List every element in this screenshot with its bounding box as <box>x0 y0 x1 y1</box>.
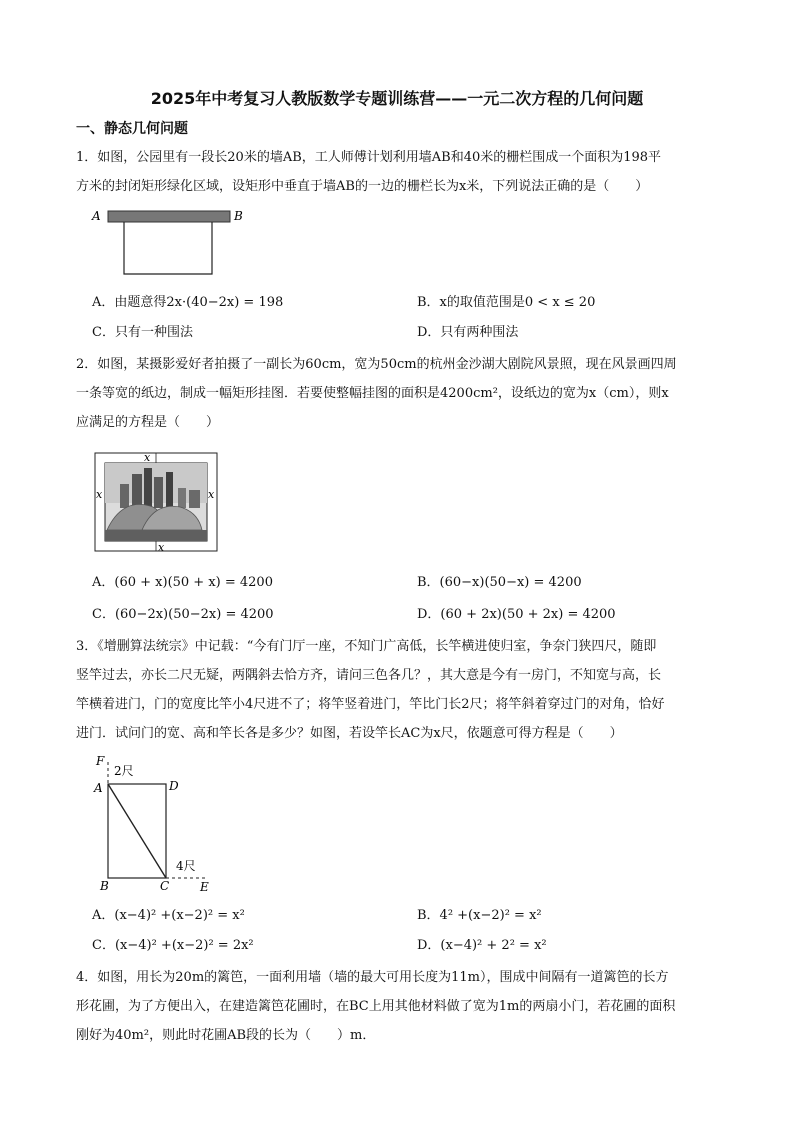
question-3-line: 进门．试问门的宽、高和竿长各是多少？如图，若设竿长AC为x尺，依题意可得方程是（ ） <box>76 726 623 741</box>
x-label-right: x <box>208 488 215 501</box>
option-d: D．只有两种围法 <box>417 325 519 340</box>
tower <box>132 474 142 508</box>
diagonal-ac <box>108 784 166 878</box>
question-3-text <box>76 632 736 748</box>
label-b: B <box>234 209 243 223</box>
label-c: C <box>160 879 170 893</box>
label-2-chi: 2尺 <box>114 764 134 778</box>
tower <box>154 477 163 508</box>
option-d: D．(60 + 2x)(50 + 2x) = 4200 <box>417 607 616 622</box>
question-2-line: 2．如图，某摄影爱好者拍摄了一副长为60cm，宽为50cm的杭州金沙湖大剧院风景照，现在风景画四周 <box>76 357 677 372</box>
option-c: C．(x−4)² +(x−2)² = 2x² <box>92 938 254 953</box>
label-f: F <box>96 754 105 768</box>
question-4-line: 形花圃，为了方便出入，在建造篱笆花圃时，在BC上用其他材料做了宽为1m的两扇小门，若花圃的面积 <box>76 999 676 1014</box>
option-c: C．只有一种围法 <box>92 325 193 340</box>
question-2-figure <box>92 450 222 554</box>
question-3-figure <box>90 754 230 894</box>
option-b: B．x的取值范围是0 < x ≤ 20 <box>417 295 596 310</box>
page-title: 2025年中考复习人教版数学专题训练营——一元二次方程的几何问题 <box>150 89 644 108</box>
tower <box>120 484 129 508</box>
tower <box>189 490 200 508</box>
option-b: B．(60−x)(50−x) = 4200 <box>417 575 582 590</box>
x-label-bottom: x <box>158 541 165 554</box>
question-3-line: 竖竿过去，亦长二尺无疑，两隅斜去恰方齐，请问三色各几？，其大意是今有一房门，不知宽与高，长 <box>76 668 662 683</box>
question-1-line: 方米的封闭矩形绿化区域，设矩形中垂直于墙AB的一边的栅栏长为x米，下列说法正确的是（ ） <box>76 179 649 194</box>
wall-ab <box>108 211 230 222</box>
question-4-text <box>76 963 736 1050</box>
question-2-text <box>76 350 736 437</box>
question-3-line: 3．《增删算法统宗》中记载：“今有门厅一座，不知门广高低，长竿横进使归室，争奈门狭四尺，随即 <box>76 639 657 654</box>
water <box>105 530 207 541</box>
option-a: A．(x−4)² +(x−2)² = x² <box>92 908 245 923</box>
question-4-line: 刚好为40m²，则此时花圃AB段的长为（ ）m． <box>76 1028 376 1043</box>
label-a: A <box>94 781 103 795</box>
question-4-line: 4．如图，用长为20m的篱笆，一面利用墙（墙的最大可用长度为11m），围成中间隔有一道篱笆的长方 <box>76 970 669 985</box>
tower <box>166 472 173 508</box>
label-b: B <box>100 879 109 893</box>
option-a: A．由题意得2x·(40−2x) = 198 <box>92 295 284 310</box>
option-c: C．(60−2x)(50−2x) = 4200 <box>92 607 274 622</box>
question-2-line: 一条等宽的纸边，制成一幅矩形挂图．若要使整幅挂图的面积是4200cm²，设纸边的宽为x（cm），则x <box>76 386 669 401</box>
question-2-line: 应满足的方程是（ ） <box>76 415 220 430</box>
question-1-line: 1．如图，公园里有一段长20米的墙AB，工人师傅计划利用墙AB和40米的栅栏围成一个面积为198平 <box>76 150 662 165</box>
label-a: A <box>92 209 101 223</box>
label-d: D <box>169 779 179 793</box>
label-4-chi: 4尺 <box>176 859 196 873</box>
tower <box>144 468 152 508</box>
x-label-top: x <box>144 451 151 464</box>
x-label-left: x <box>96 488 103 501</box>
label-e: E <box>200 880 209 894</box>
option-b: B．4² +(x−2)² = x² <box>417 908 542 923</box>
question-1-figure <box>88 204 248 280</box>
tower <box>178 488 186 508</box>
question-3-line: 竿横着进门，门的宽度比竿小4尺进不了；将竿竖着进门，竿比门长2尺；将竿斜着穿过门的对角，恰好 <box>76 697 665 712</box>
option-d: D．(x−4)² + 2² = x² <box>417 938 547 953</box>
question-1-text <box>76 143 736 201</box>
fence-rectangle <box>124 222 212 274</box>
section-heading: 一、静态几何问题 <box>76 121 188 137</box>
option-a: A．(60 + x)(50 + x) = 4200 <box>92 575 273 590</box>
